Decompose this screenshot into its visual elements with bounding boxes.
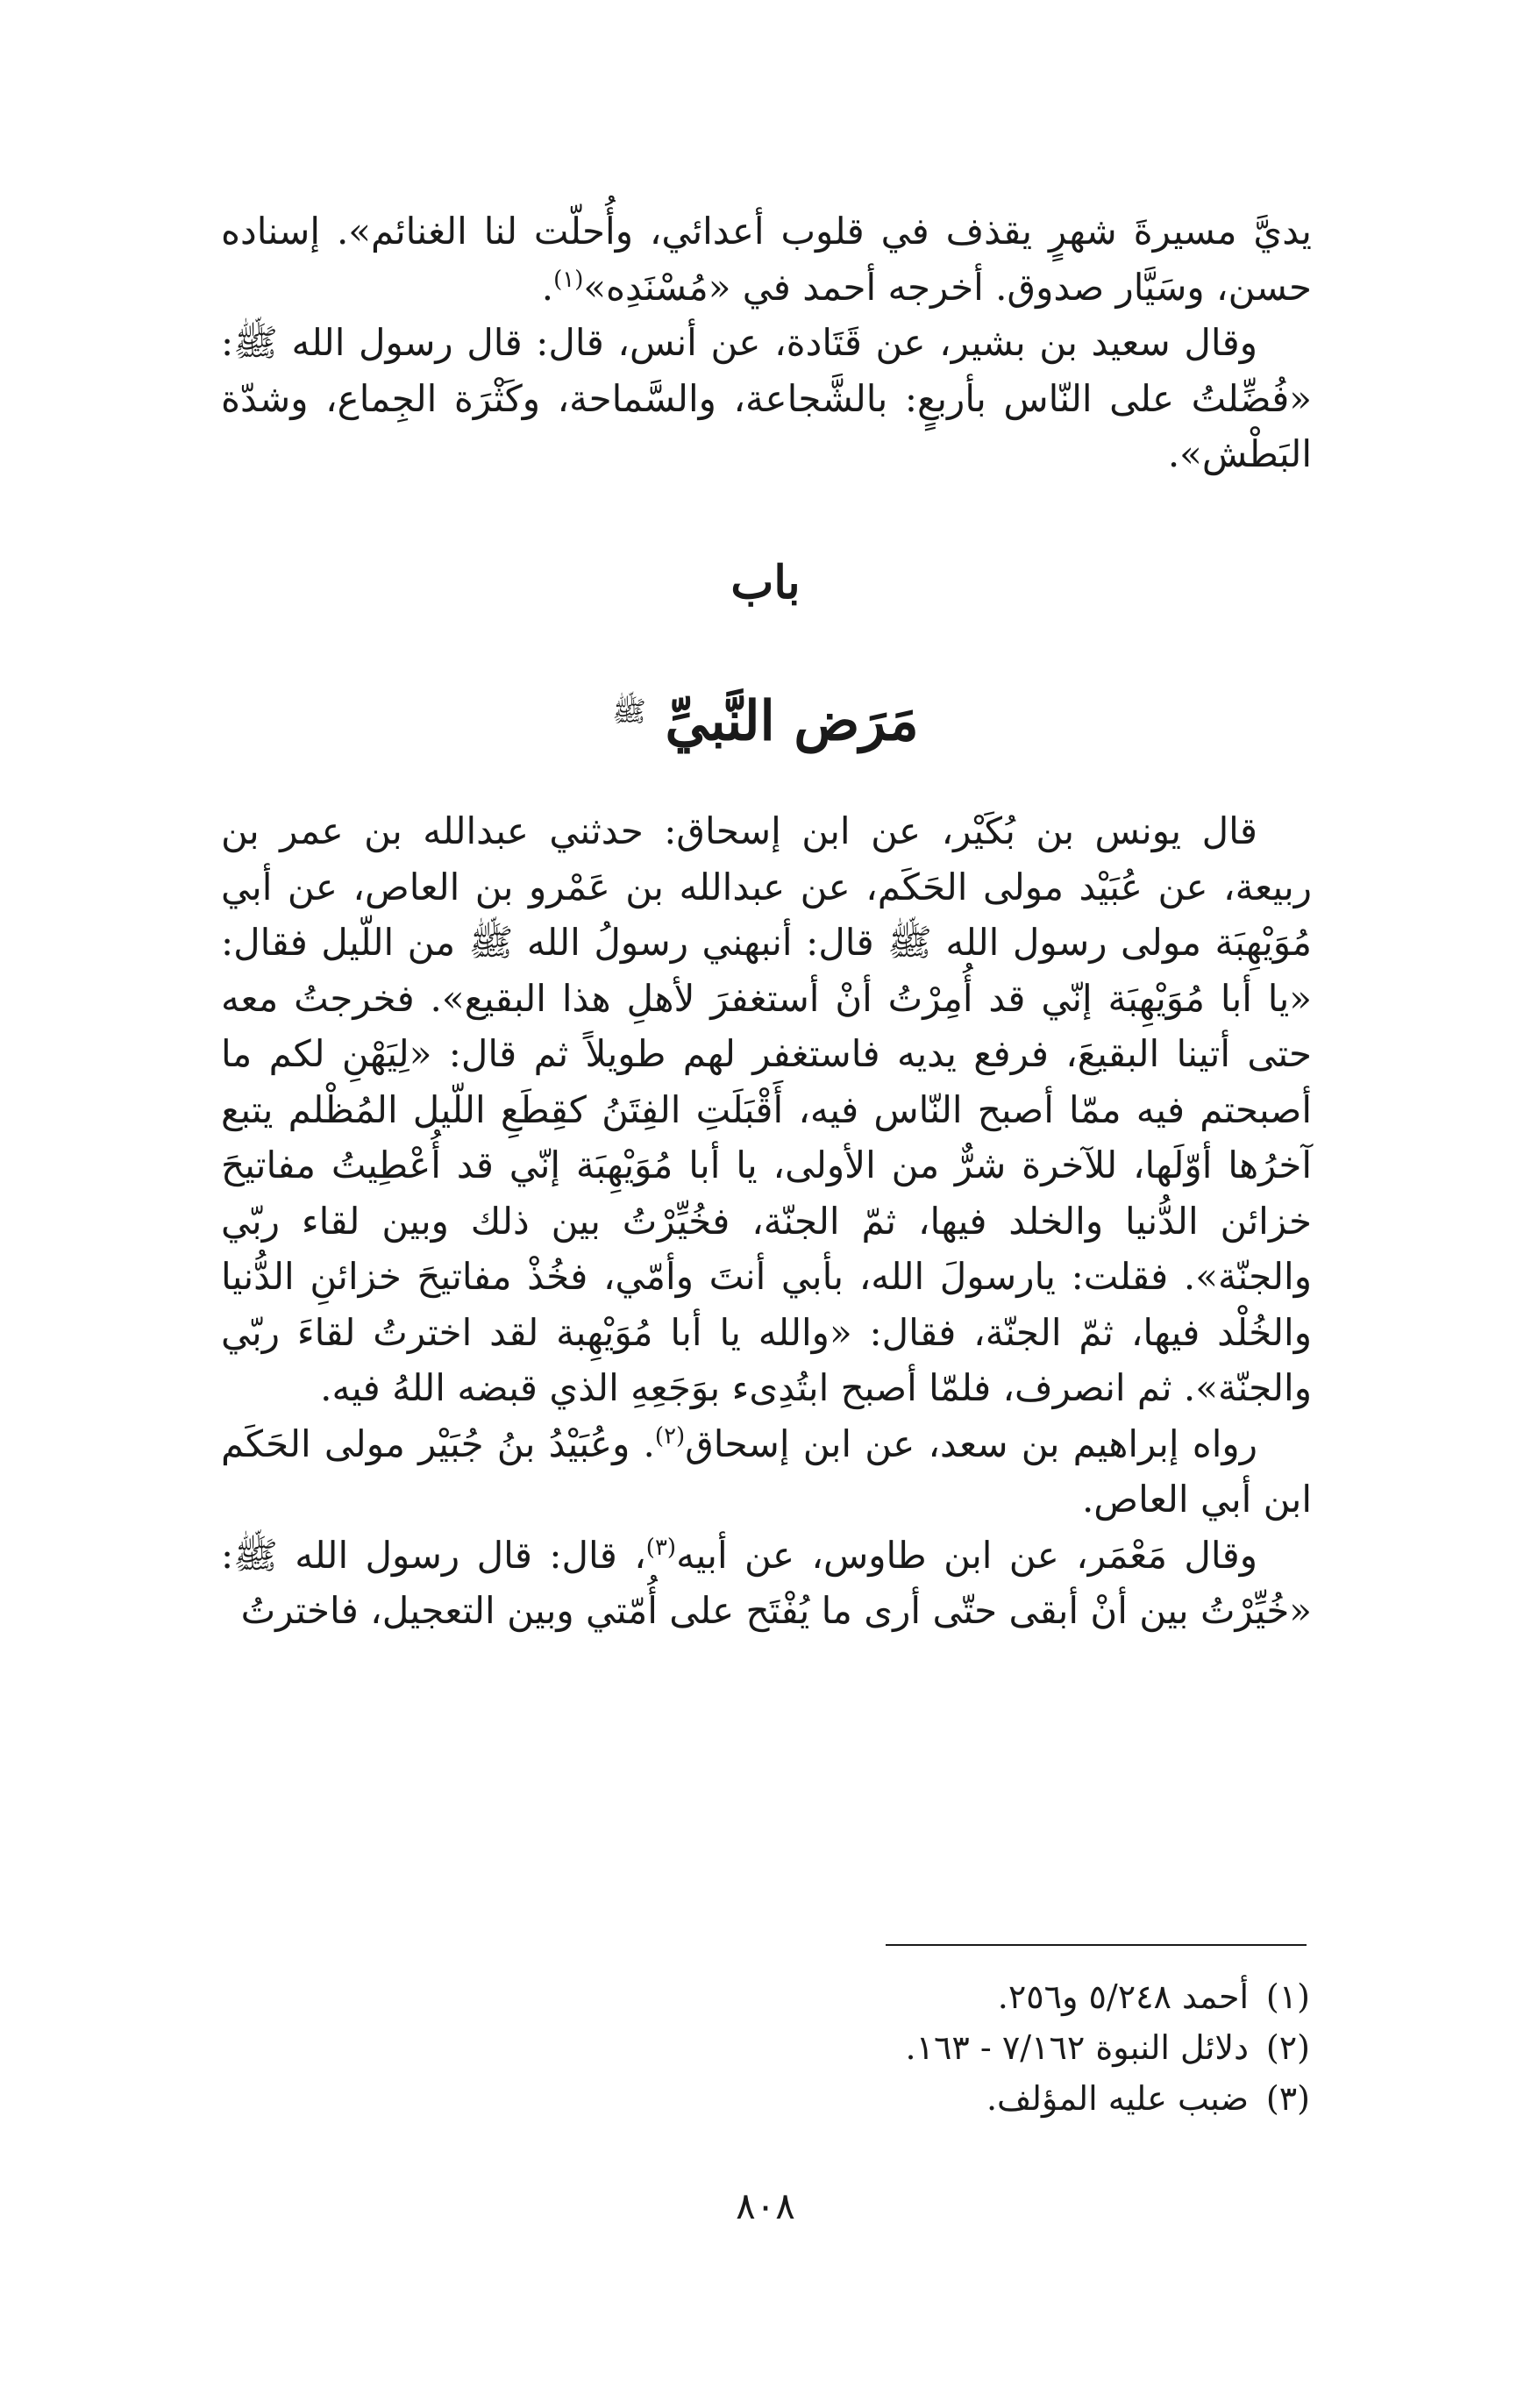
paragraph: وقال مَعْمَر، عن ابن طاوس، عن أبيه$^{(٣)}$، قال: قال رسول الله ﷺ: «خُيِّرْتُ بين أنْ أبقى حتّى أرى ما يُفْتَح على أُمّتي وبين التعجيل، فاخترتُ: [221, 1533, 1312, 1632]
paragraph: قال يونس بن بُكَيْر، عن ابن إسحاق: حدثني عبدالله بن عمر بن ربيعة، عن عُبَيْد مولى الحَكَم، عن عبدالله بن عَمْرو بن العاص، عن أبي مُوَيْهِبَة مولى رسول الله ﷺ قال: أنبهني رسولُ الله ﷺ من اللّيل فقال: «يا أبا مُوَيْهِبَة إنّي قد أُمِرْتُ أنْ أستغفرَ لأهلِ هذا البقيع». فخرجتُ معه حتى أتينا البقيعَ، فرفع يديه فاستغفر لهم طويلاً ثم قال: «لِيَهْنِ لكم ما أصبحتم فيه ممّا أصبح النّاس فيه، أَقْبَلَتِ الفِتَنُ كقِطَعِ اللّيل المُظْلم يتبع آخرُها أوّلَها، للآخرة شرٌّ من الأولى، يا أبا مُوَيْهِبَة إنّي قد أُعْطِيتُ مفاتيحَ خزائن الدُّنيا والخلد فيها، ثمّ الجنّة، فخُيِّرْتُ بين ذلك وبين لقاء ربّي والجنّة». فقلت: يارسولَ الله، بأبي أنتَ وأمّي، فخُذْ مفاتيحَ خزائنِ الدُّنيا والخُلْد فيها، ثمّ الجنّة، فقال: «والله يا أبا مُوَيْهِبة لقد اخترتُ لقاءَ ربّي والجنّة». ثم انصرف، فلمّا أصبح ابتُدِىء بوَجَعِهِ الذي قبضه اللهُ فيه.: [221, 809, 1312, 1409]
paragraph: يديَّ مسيرةَ شهرٍ يقذف في قلوب أعدائي، وأُحلّت لنا الغنائم». إسناده حسن، وسَيَّار صدوق. أخرجه أحمد في «مُسْنَدِه»$^{(١)}$.: [221, 210, 1312, 309]
paragraph: وقال سعيد بن بشير، عن قَتَادة، عن أنس، قال: قال رسول الله ﷺ: «فُضِّلتُ على النّاس بأربعٍ: بالشَّجاعة، والسَّماحة، وكَثْرَة الجِماع، وشدّة البَطْش».: [221, 321, 1312, 475]
paragraph: رواه إبراهيم بن سعد، عن ابن إسحاق$^{(٢)}$. وعُبَيْدُ بنُ جُبَيْر مولى الحَكَم ابن أبي العاص.: [221, 1421, 1312, 1521]
main-text-section: [221, 803, 1312, 1639]
footnote-item: (٣)ضبب عليه المؤلف.: [986, 2079, 1310, 2118]
chapter-title: مَرَض النَّبيِّ $^ﷺ$: [612, 688, 919, 753]
chapter-label: باب: [730, 556, 801, 609]
page-number: ٨٠٨: [736, 2184, 795, 2227]
footnote-divider: [886, 1944, 1307, 1946]
honorific-glyph: ﷺ: [612, 695, 646, 728]
footnote-item: (١)أحمد ٥/٢٤٨ و٢٥٦.: [997, 1977, 1310, 2016]
footnote-item: (٢)دلائل النبوة ٧/١٦٢ - ١٦٣.: [905, 2028, 1310, 2067]
footnotes: [221, 1971, 1310, 2124]
footnote-ref: (٣): [645, 1534, 677, 1561]
footnote-ref: (٢): [654, 1422, 686, 1450]
top-text-section: [221, 203, 1312, 482]
footnote-ref: (١): [553, 266, 584, 293]
